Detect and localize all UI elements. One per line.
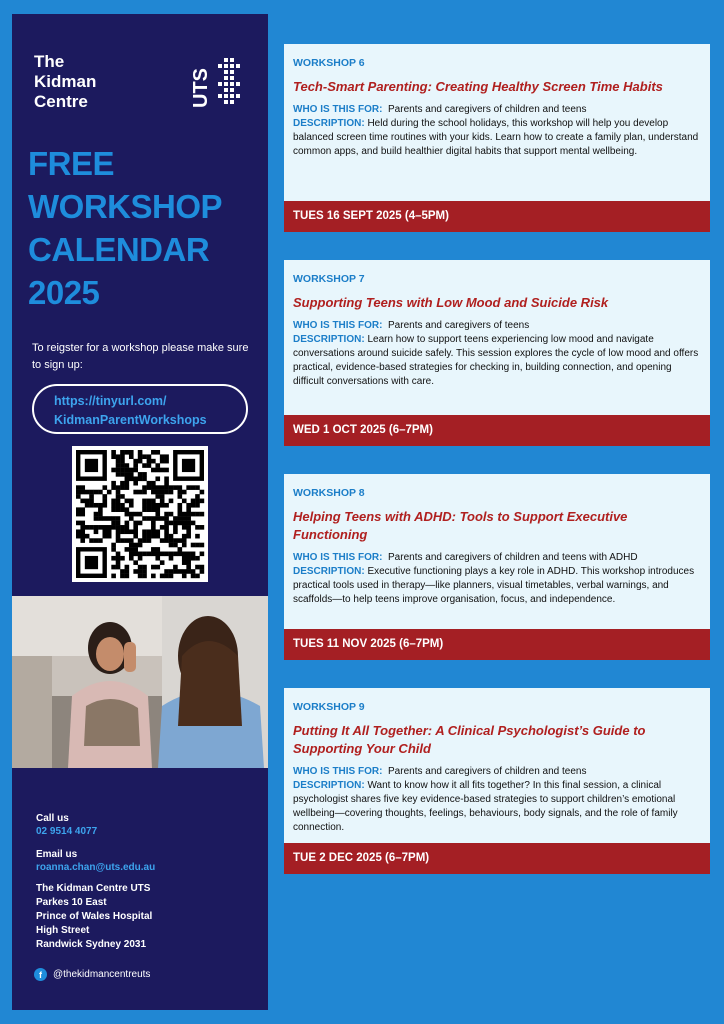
email-address[interactable]: roanna.chan@uts.edu.au: [36, 862, 156, 873]
workshop-audience: [293, 765, 701, 779]
audience-key: WHO IS THIS FOR:: [293, 104, 383, 115]
workshop-date: WED 1 OCT 2025 (6–7PM): [284, 415, 710, 446]
workshop-title: Helping Teens with ADHD: Tools to Support Executive Functioning: [293, 509, 628, 542]
description-value: Held during the school holidays, this workshop will help you develop balanced screen time routines with your kids. Learn how to create a family plan, understand common apps, and build healthier digital habits that support mental wellbeing.: [293, 118, 699, 157]
workshop-date: TUE 2 DEC 2025 (6–7PM): [284, 843, 710, 874]
description-value: Learn how to support teens experiencing low mood and navigate conversations around suicide safely. This session explores the cycle of low mood and offers practical, evidence-based strategies for checking in, building connection, and opening difficult conversations with care.: [293, 334, 699, 387]
description-value: Executive functioning plays a key role in ADHD. This workshop introduces practical tools used in therapy—like planners, visual timetables, verbal warnings, and scaffolds—to help teens improve organisation, focus, and independence.: [293, 566, 695, 605]
address-line: Randwick Sydney 2031: [36, 939, 147, 950]
workshop-description: [293, 779, 701, 835]
social-handle-text[interactable]: @thekidmancentreuts: [53, 969, 151, 980]
address-line: Parkes 10 East: [36, 897, 107, 908]
audience-value: Parents and caregivers of children and teens: [388, 104, 587, 115]
sidebar: [12, 14, 268, 1010]
logo-line: Kidman: [34, 72, 97, 91]
signup-link-line[interactable]: KidmanParentWorkshops: [54, 413, 207, 427]
workshop-audience: [293, 551, 701, 565]
workshop-date: TUES 16 SEPT 2025 (4–5PM): [284, 201, 710, 232]
signup-link[interactable]: [32, 384, 248, 434]
workshop-audience: [293, 319, 701, 333]
svg-text:UTS: UTS: [190, 68, 212, 108]
contact-block: [36, 812, 155, 874]
facebook-icon[interactable]: f: [34, 968, 47, 981]
logo-line: Centre: [34, 92, 88, 111]
address-block: [36, 882, 152, 952]
workshop-title: Supporting Teens with Low Mood and Suicide Risk: [293, 295, 609, 310]
kidman-centre-logo: [34, 52, 96, 112]
address-line: The Kidman Centre UTS: [36, 883, 151, 894]
email-label: Email us: [36, 849, 78, 860]
audience-key: WHO IS THIS FOR:: [293, 320, 383, 331]
workshop-number: WORKSHOP 8: [293, 487, 365, 499]
uts-logo-icon: [190, 52, 246, 110]
title-line: FREE: [28, 145, 115, 182]
audience-value: Parents and caregivers of children and teens: [388, 766, 587, 777]
workshop-card: [284, 260, 710, 446]
workshop-description: [293, 333, 701, 389]
description-key: DESCRIPTION:: [293, 334, 365, 345]
logo-line: The: [34, 52, 65, 71]
address-line: Prince of Wales Hospital: [36, 911, 153, 922]
audience-key: WHO IS THIS FOR:: [293, 766, 383, 777]
title-line: 2025: [28, 274, 100, 311]
description-value: Want to know how it all fits together? In this final session, a clinical psychologist shares five key evidence-based strategies to support children’s emotional wellbeing—covering thoughts, feelings, behaviours, body signals, and the role of family connection.: [293, 780, 678, 833]
qr-code-icon[interactable]: [72, 446, 208, 582]
title-line: CALENDAR: [28, 231, 210, 268]
workshop-number: WORKSHOP 6: [293, 57, 365, 69]
audience-key: WHO IS THIS FOR:: [293, 552, 383, 563]
phone-number[interactable]: 02 9514 4077: [36, 826, 98, 837]
signup-link-line[interactable]: https://tinyurl.com/: [54, 394, 167, 408]
register-text: To reigster for a workshop please make sure to sign up:: [32, 342, 249, 371]
workshop-date: TUES 11 NOV 2025 (6–7PM): [284, 629, 710, 660]
title-line: WORKSHOP: [28, 188, 222, 225]
workshop-number: WORKSHOP 7: [293, 273, 365, 285]
workshop-title: Tech-Smart Parenting: Creating Healthy Screen Time Habits: [293, 79, 663, 94]
workshop-description: [293, 117, 701, 159]
two-teens-talking-photo: [12, 596, 268, 768]
workshop-description: [293, 565, 701, 607]
workshop-card: [284, 44, 710, 232]
workshop-title: Putting It All Together: A Clinical Psychologist’s Guide to Supporting Your Child: [293, 723, 646, 756]
social-handle[interactable]: [34, 968, 150, 981]
call-label: Call us: [36, 813, 69, 824]
audience-value: Parents and caregivers of children and teens with ADHD: [388, 552, 638, 563]
audience-value: Parents and caregivers of teens: [388, 320, 530, 331]
description-key: DESCRIPTION:: [293, 566, 365, 577]
description-key: DESCRIPTION:: [293, 780, 365, 791]
workshop-number: WORKSHOP 9: [293, 701, 365, 713]
workshop-audience: [293, 103, 701, 117]
workshop-card: [284, 474, 710, 660]
description-key: DESCRIPTION:: [293, 118, 365, 129]
workshop-card: [284, 688, 710, 874]
address-line: High Street: [36, 925, 90, 936]
calendar-title: [28, 142, 222, 314]
